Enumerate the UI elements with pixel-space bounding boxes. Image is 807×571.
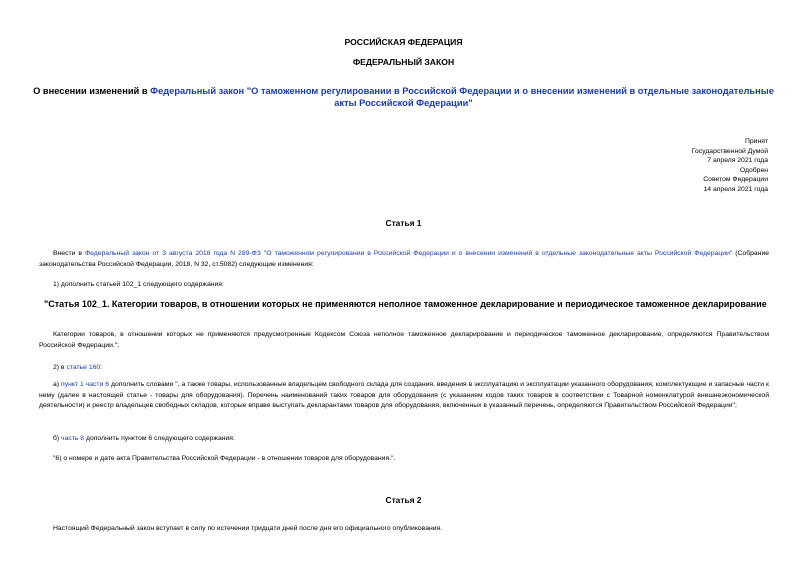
adoption-line-2: Государственной Думой	[691, 147, 768, 155]
subitem-a	[39, 380, 769, 412]
intro-prefix: Внести в	[53, 250, 85, 257]
country-heading: РОССИЙСКАЯ ФЕДЕРАЦИЯ	[344, 37, 463, 47]
article-1-heading: Статья 1	[385, 218, 422, 228]
adoption-line-4: Одобрен	[739, 166, 768, 174]
adoption-line-5: Советом Федерации	[703, 176, 768, 184]
point-6-text: "6) о номере и дате акта Правительства Российской Федерации - в отношении товаров для оборудования.".	[53, 455, 396, 462]
adoption-block	[692, 137, 768, 195]
article-2-heading: Статья 2	[385, 495, 422, 505]
categories-paragraph: Категории товаров, в отношении которых не применяются предусмотренные Кодексом Союза неполное таможенное декларирование и периодическое таможенное декларирование, определяются Правительством Российской Федерации.";	[39, 331, 769, 349]
new-article-heading: "Статья 102_1. Категории товаров, в отношении которых не применяются неполное таможенное декларирование и периодическое таможенное декларирование	[44, 299, 767, 309]
article-160-link[interactable]: статье 160	[66, 364, 101, 371]
subitem-b	[53, 434, 769, 445]
adoption-line-1: Принят	[744, 138, 768, 145]
item-2-prefix: 2) в	[53, 364, 67, 371]
intro-suffix: (Собрание законодательства Российской Федерации, 2018, N 32, ст.5082) следующие изменения:	[39, 250, 770, 268]
law-type-heading: ФЕДЕРАЛЬНЫЙ ЗАКОН	[352, 57, 455, 67]
article-2-text: Настоящий Федеральный закон вступает в силу по истечении тридцати дней после дня его официального опубликования.	[53, 525, 443, 532]
subitem-a-suffix: дополнить словами ", а также товары, использованные владельцем свободного склада для создания, введения в эксплуатацию и эксплуатации указанного оборудования, комплектующие и запасные части к нему (далее в настоящей статье - товары для оборудования). Перечень наименований таких товаров для оборудования (с указанием кодов таких товаров в соответствии с Товарной номенклатурой внешнеэкономической деятельности) и реестр владельцев свободных складов, которые вправе выступать декларантами товаров для оборудования, включенных в указанный перечень, определяются Правительством Российской Федерации";	[39, 381, 770, 410]
adoption-line-3: 7 апреля 2021 года	[707, 157, 768, 165]
law-title-prefix: О внесении изменений в	[33, 86, 151, 96]
law-title	[32, 85, 775, 109]
item-2-suffix: :	[100, 364, 103, 371]
part-8-link[interactable]: часть 8	[61, 435, 85, 442]
subitem-b-suffix: дополнить пунктом 6 следующего содержания:	[84, 435, 235, 442]
item-1: 1) дополнить статьей 102_1 следующего содержания:	[53, 281, 224, 288]
law-title-link[interactable]: Федеральный закон "О таможенном регулировании в Российской Федерации и о внесении изменений в отдельные законодательные акты Российской Федерации"	[150, 86, 774, 108]
adoption-line-6: 14 апреля 2021 года	[703, 185, 768, 193]
article-1-intro	[39, 249, 769, 270]
part-6-point-1-link[interactable]: пункт 1 части 6	[61, 381, 110, 388]
subitem-b-prefix: б)	[53, 435, 62, 442]
item-2	[53, 363, 769, 374]
subitem-a-prefix: а)	[53, 381, 62, 388]
law-289-link[interactable]: Федеральный закон от 3 августа 2018 года N 289-ФЗ "О таможенном регулировании в Российской Федерации и о внесении изменений в отдельные законодательные акты Российской Федерации"	[84, 250, 733, 257]
